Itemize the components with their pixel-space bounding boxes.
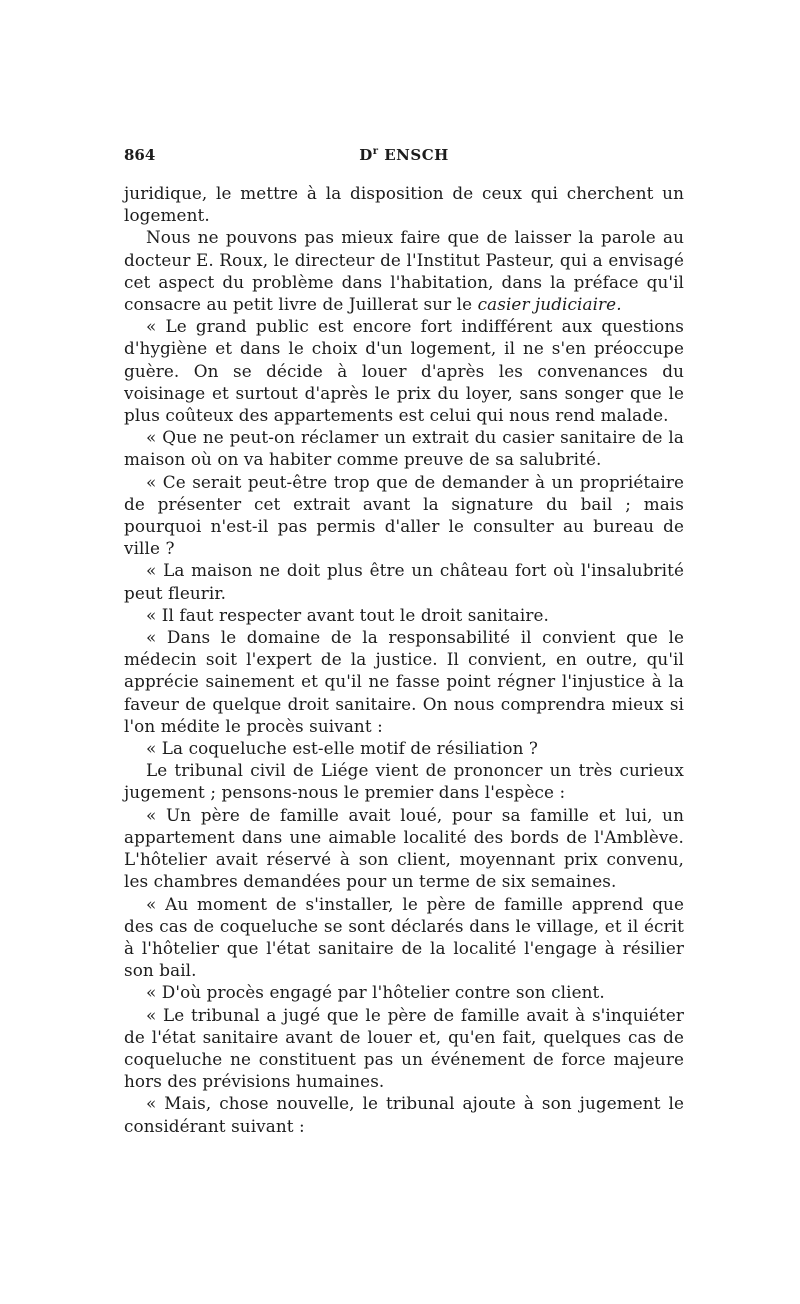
quote-paragraph: « Un père de famille avait loué, pour sa famille et lui, un appartement dans une aimable localité des bords de l'Amblève. L'hôtelier avait réservé à son client, moyennant prix convenu, les chambres demandées pour un terme de six semaines. [124,804,684,892]
author-name: ENSCH [384,146,449,164]
author-prefix: D [359,146,373,164]
quote-paragraph: « Au moment de s'installer, le père de famille apprend que des cas de coqueluche se sont déclarés dans le village, et il écrit à l'hôtelier que l'état sanitaire de la localité l'engage à résilier son bail. [124,893,684,981]
quote-paragraph: « Le tribunal a jugé que le père de famille avait à s'inquiéter de l'état sanitaire avant de louer et, qu'en fait, quelques cas de coqueluche ne constituent pas un événement de force majeure hors des prévisions humaines. [124,1004,684,1092]
paragraph-text: Nous ne pouvons pas mieux faire que de laisser la parole au docteur E. Roux, le directeur de l'Institut Pasteur, qui a envisagé cet aspect du problème dans l'habitation, dans la préface qu'il consacre au petit livre de Juillerat sur le [124,227,684,315]
quote-paragraph: « Mais, chose nouvelle, le tribunal ajoute à son jugement le considérant suivant : [124,1093,684,1136]
quote-paragraph: « Ce serait peut-être trop que de demander à un propriétaire de présenter cet extrait avant la signature du bail ; mais pourquoi n'est-il pas permis d'aller le consulter au bureau de ville ? [124,471,684,559]
quote-paragraph: « Il faut respecter avant tout le droit sanitaire. [146,604,549,625]
page-header [124,146,684,168]
paragraph: juridique, le mettre à la disposition de ceux qui cherchent un logement. [124,183,684,226]
body-text [124,182,684,1137]
quote-paragraph: « La coqueluche est-elle motif de résiliation ? [146,738,539,759]
page-number: 864 [124,146,156,164]
italic-title: casier judiciaire. [477,294,622,315]
paragraph: Le tribunal civil de Liége vient de prononcer un très curieux jugement ; pensons-nous le premier dans l'espèce : [124,760,684,803]
quote-paragraph: « D'où procès engagé par l'hôtelier contre son client. [146,982,605,1003]
quote-paragraph: « La maison ne doit plus être un château fort où l'insalubrité peut fleurir. [124,560,684,603]
quote-paragraph: « Le grand public est encore fort indifférent aux questions d'hygiène et dans le choix d'un logement, il ne s'en préoccupe guère. On se décide à louer d'après les convenances du voisinage et surtout d'après le prix du loyer, sans songer que le plus coûteux des appartements est celui qui nous rend malade. [124,316,684,426]
quote-paragraph: « Dans le domaine de la responsabilité il convient que le médecin soit l'expert de la justice. Il convient, en outre, qu'il apprécie sainement et qu'il ne fasse point régner l'injustice à la faveur de quelque droit sanitaire. On nous comprendra mieux si l'on médite le procès suivant : [124,627,684,736]
paragraph [124,226,684,315]
running-head [124,146,684,164]
quote-paragraph: « Que ne peut-on réclamer un extrait du casier sanitaire de la maison où on va habiter comme preuve de sa salubrité. [124,427,684,470]
author-sup: r [372,146,379,157]
